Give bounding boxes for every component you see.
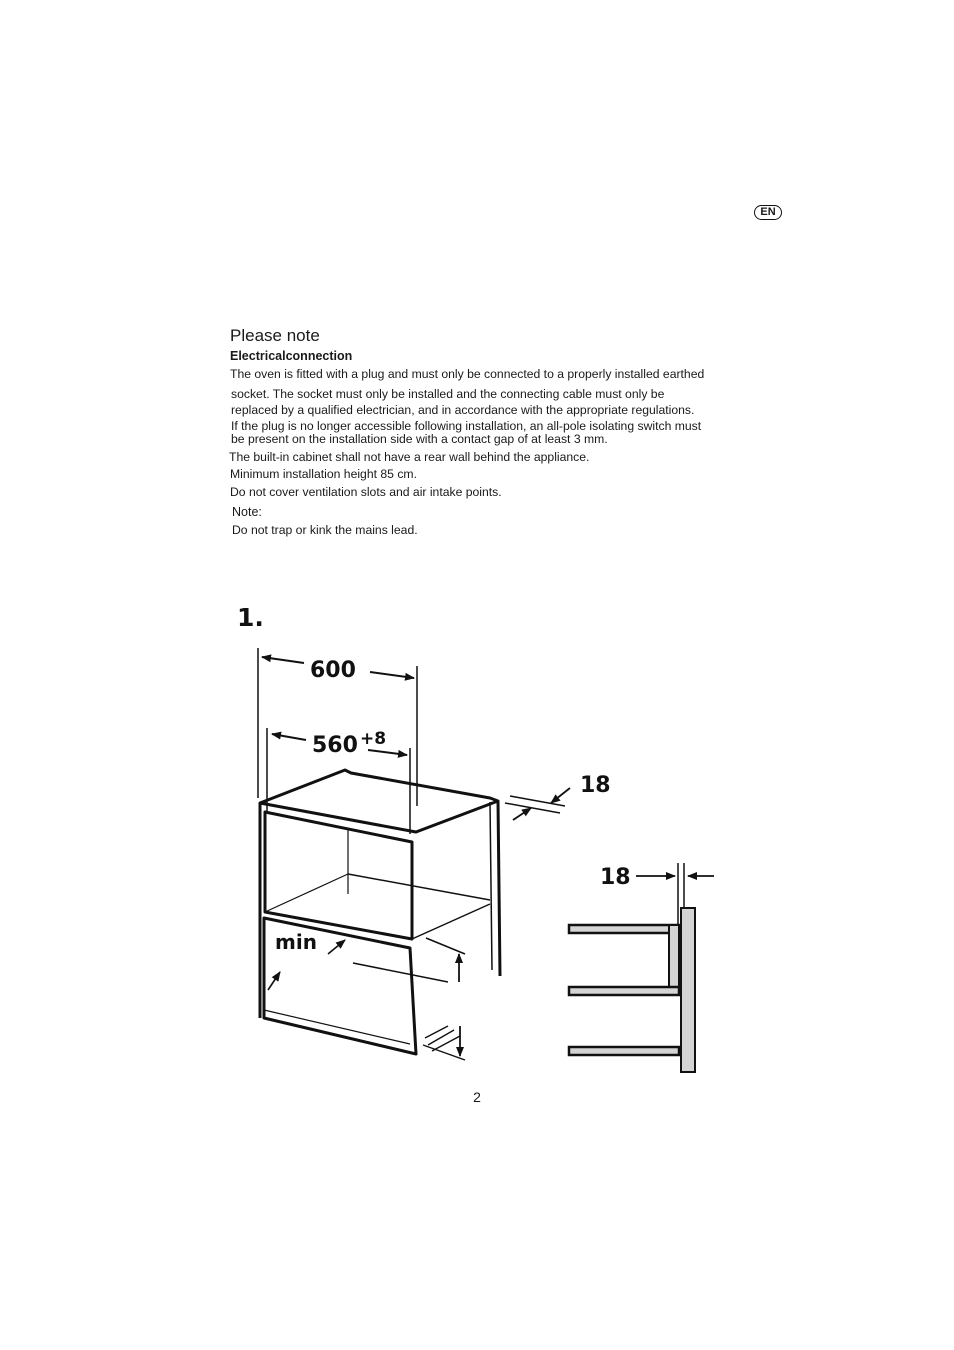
side-thickness-label: 18 — [580, 773, 611, 798]
thickness-arrow — [551, 788, 570, 803]
language-badge: EN — [754, 205, 782, 220]
body-line: be present on the installation side with a contact gap of at least 3 mm. — [231, 432, 608, 446]
inner-width-tolerance: +8 — [360, 729, 387, 749]
shelf-bottom — [569, 1047, 679, 1055]
thickness-arrow — [513, 808, 531, 820]
section-title: Please note — [230, 326, 320, 345]
body-line: Do not cover ventilation slots and air intake points. — [230, 485, 502, 499]
cabinet-post — [498, 801, 500, 976]
min-label: min — [275, 930, 317, 954]
inner-edge — [264, 1010, 410, 1044]
installation-diagram — [220, 598, 720, 1088]
dimension-line — [353, 963, 448, 982]
hatch-mark — [432, 1036, 460, 1051]
body-line: socket. The socket must only be installed and the connecting cable must only be — [231, 387, 665, 401]
body-line: The oven is fitted with a plug and must only be connected to a properly installed earthed — [230, 367, 705, 381]
cabinet-top — [260, 770, 498, 832]
inner-edge — [412, 904, 490, 939]
step-number: 1. — [237, 603, 264, 632]
upper-opening — [265, 812, 412, 939]
shelf-middle — [569, 987, 679, 995]
inner-width-label: 560 — [312, 733, 358, 758]
panel-thickness-label: 18 — [600, 865, 631, 890]
inner-edge — [265, 874, 348, 912]
dimension-arrow — [368, 750, 407, 755]
note-text: Do not trap or kink the mains lead. — [232, 523, 418, 537]
shelf-top — [569, 925, 679, 933]
installation-diagram-svg — [220, 598, 720, 1088]
body-line: The built-in cabinet shall not have a rear wall behind the appliance. — [229, 450, 590, 464]
shelf-support — [669, 925, 679, 995]
min-arrow — [268, 972, 280, 990]
side-panel — [681, 908, 695, 1072]
inner-edge — [348, 874, 490, 900]
section-subtitle: Electricalconnection — [230, 349, 353, 363]
body-line: If the plug is no longer accessible following installation, an all-pole isolating switch must — [231, 419, 702, 433]
dimension-line — [505, 803, 560, 813]
body-line: Minimum installation height 85 cm. — [230, 467, 417, 481]
cabinet-post — [490, 802, 492, 970]
note-label: Note: — [232, 505, 262, 519]
dimension-arrow — [370, 672, 414, 678]
width-label: 600 — [310, 658, 356, 683]
floor-line — [423, 1045, 465, 1060]
page-number: 2 — [473, 1089, 481, 1105]
dimension-line — [426, 938, 465, 954]
dimension-arrow — [272, 734, 306, 740]
min-arrow — [328, 940, 345, 954]
dimension-arrow — [262, 657, 304, 663]
hatch-mark — [428, 1030, 454, 1045]
body-line: replaced by a qualified electrician, and in accordance with the appropriate regulations. — [231, 403, 695, 417]
